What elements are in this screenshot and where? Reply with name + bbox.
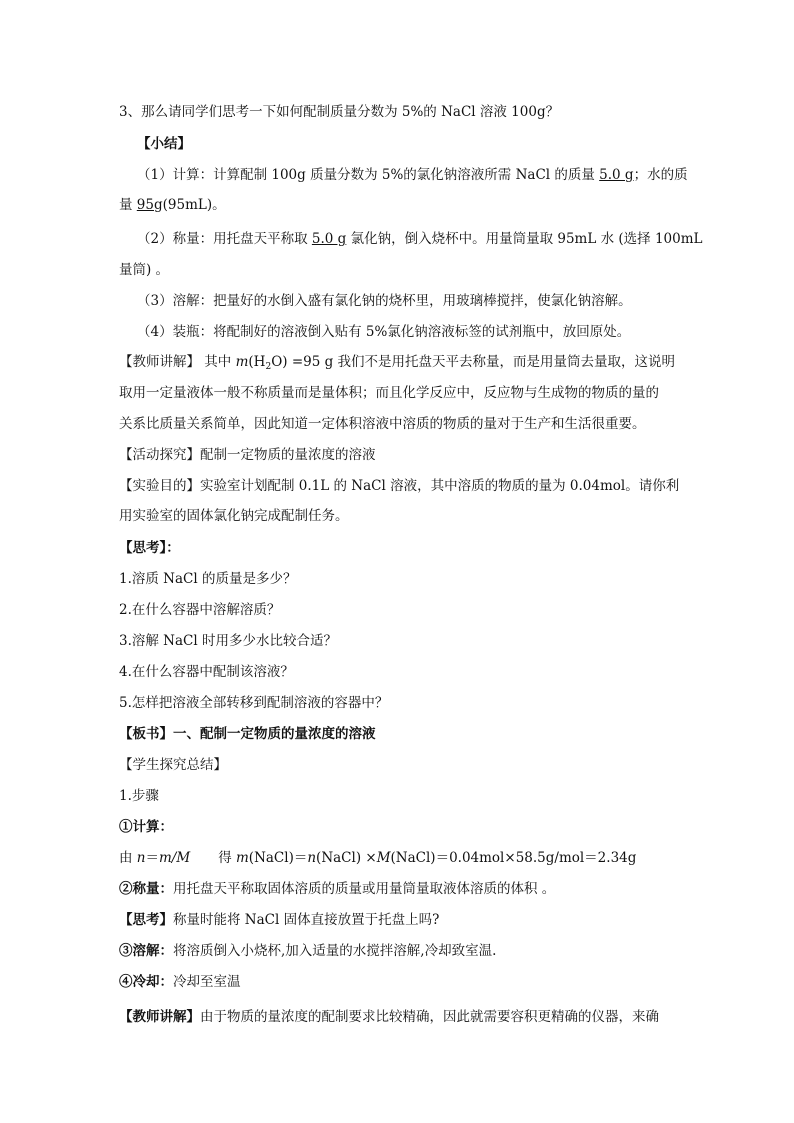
summary-calc-line1: （1）计算：计算配制 100g 质量分数为 5%的氯化钠溶液所需 NaCl 的质量 5.0 g；水的质 bbox=[137, 167, 688, 183]
weigh-nacl-mass: 5.0 g bbox=[311, 231, 347, 247]
summary-weigh-line2: 量筒) 。 bbox=[119, 262, 170, 278]
summary-bottle: （4）装瓶：将配制好的溶液倒入贴有 5%氯化钠溶液标签的试剂瓶中，放回原处。 bbox=[137, 324, 631, 340]
summary-dissolve: （3）溶解：把量好的水倒入盛有氯化钠的烧杯里，用玻璃棒搅拌，使氯化钠溶解。 bbox=[137, 293, 632, 309]
experiment-purpose-line2: 用实验室的固体氯化钠完成配制任务。 bbox=[119, 508, 349, 524]
summary-weigh-line1: （2）称量：用托盘天平称取 5.0 g 氯化钠，倒入烧杯中。用量筒量取 95mL 水 (选择 100mL bbox=[137, 231, 703, 247]
student-summary-heading: 【学生探究总结】 bbox=[119, 757, 227, 773]
teacher-explain-1-line1: 【教师讲解】 其中 $m(H_2O) =95$ g 我们不是用托盘天平去称量，而是用量筒去量取，这说明 bbox=[119, 354, 676, 372]
step-weigh: ②称量：用托盘天平称取固体溶质的质量或用量筒量取液体溶质的体积 。 bbox=[119, 881, 556, 897]
calc-formula: 由 n＝m/M 得 m(NaCl)＝n(NaCl) ×M(NaCl)＝0.04mol×58.5g/mol＝2.34g bbox=[119, 850, 637, 866]
question-3: 3、那么请同学们思考一下如何配制质量分数为 5%的 NaCl 溶液 100g？ bbox=[119, 104, 560, 120]
step-cool: ④冷却：冷却至室温 bbox=[119, 974, 241, 990]
teacher-explain-1-line3: 关系比质量关系简单，因此知道一定体积溶液中溶质的物质的量对于生产和生活很重要。 bbox=[119, 416, 646, 432]
activity-explore: 【活动探究】配制一定物质的量浓度的溶液 bbox=[119, 447, 376, 463]
steps-heading: 1.步骤 bbox=[119, 788, 159, 804]
think-item: 5.怎样把溶液全部转移到配制溶液的容器中？ bbox=[119, 695, 389, 711]
think-item: 4.在什么容器中配制该溶液？ bbox=[119, 664, 294, 680]
think-heading: 【思考】： bbox=[119, 540, 180, 556]
calc-water-mass: 95 bbox=[136, 197, 154, 213]
think-item: 1.溶质 NaCl 的质量是多少？ bbox=[119, 571, 297, 587]
summary-calc-line2: 量 95g(95mL)。 bbox=[119, 197, 226, 213]
step-calc-heading: ①计算： bbox=[119, 819, 173, 835]
summary-heading: 【小结】 bbox=[137, 136, 191, 152]
board-heading: 【板书】一、配制一定物质的量浓度的溶液 bbox=[119, 726, 376, 742]
step-dissolve: ③溶解：将溶质倒入小烧杯,加入适量的水搅拌溶解,冷却致室温. bbox=[119, 943, 497, 959]
think-item: 2.在什么容器中溶解溶质？ bbox=[119, 602, 281, 618]
teacher-explain-2: 【教师讲解】由于物质的量浓度的配制要求比较精确，因此就需要容积更精确的仪器，来确 bbox=[119, 1009, 659, 1025]
think-2: 【思考】称量时能将 NaCl 固体直接放置于托盘上吗? bbox=[119, 912, 440, 928]
calc-nacl-mass: 5.0 g bbox=[599, 167, 634, 183]
experiment-purpose-line1: 【实验目的】实验室计划配制 0.1L 的 NaCl 溶液，其中溶质的物质的量为 0.04mol。请你利 bbox=[119, 478, 680, 494]
think-item: 3.溶解 NaCl 时用多少水比较合适？ bbox=[119, 633, 337, 649]
teacher-explain-1-line2: 取用一定量液体一般不称质量而是量体积；而且化学反应中，反应物与生成物的物质的量的 bbox=[119, 385, 659, 401]
